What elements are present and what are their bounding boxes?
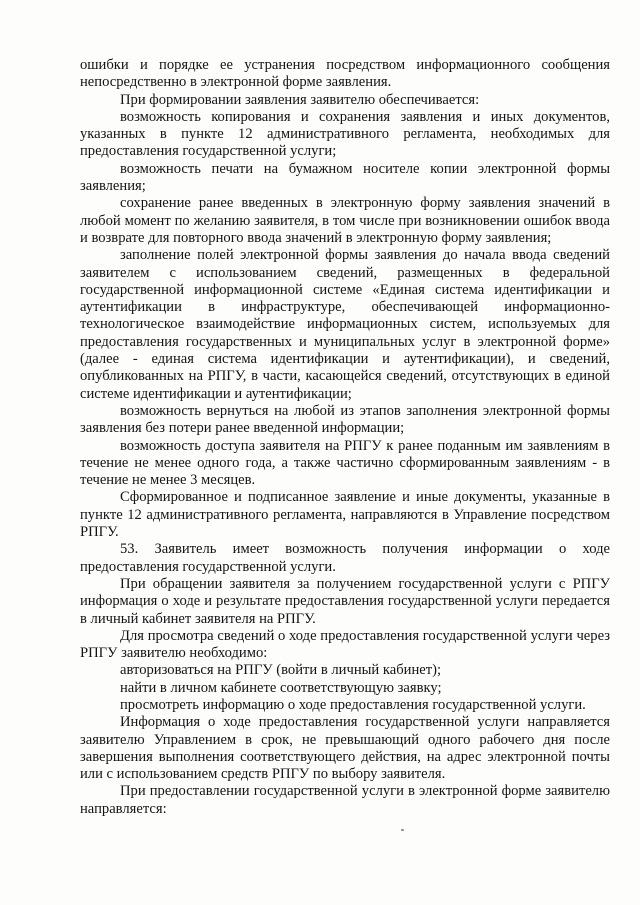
paragraph: Информация о ходе предоставления государственной услуги направляется заявителю Управлением в срок, не превышающий одного рабочего дня после завершения выполнения соответствующего действия, на адрес электронной почты или с использованием средств РПГУ по выбору заявителя. [80,714,610,783]
section-paragraph-53: 53. Заявитель имеет возможность получения информации о ходе предоставления государственной услуги. [80,541,610,575]
paragraph: сохранение ранее введенных в электронную форму заявления значений в любой момент по желанию заявителя, в том числе при возникновении ошибок ввода и возврате для повторного ввода значений в электронную форму заявления; [80,195,610,246]
paragraph: Сформированное и подписанное заявление и иные документы, указанные в пункте 12 административного регламента, направляются в Управление посредством РПГУ. [80,489,610,541]
paragraph: При обращении заявителя за получением государственной услуги с РПГУ информация о ходе и результате предоставления государственной услуги передается в личный кабинет заявителя на РПГУ. [80,575,610,627]
paragraph: возможность печати на бумажном носителе копии электронной формы заявления; [80,160,610,195]
list-item: авторизоваться на РПГУ (войти в личный кабинет); [120,662,442,679]
list-item: найти в личном кабинете соответствующую заявку; [120,679,442,696]
paragraph: ошибки и порядке ее устранения посредством информационного сообщения непосредственно в электронной форме заявления. [80,57,610,91]
paragraph: При предоставлении государственной услуги в электронной форме заявителю направляется: [80,783,610,817]
paragraph: Для просмотра сведений о ходе предоставления государственной услуги через РПГУ заявителю необходимо: [80,627,610,662]
paragraph: возможность копирования и сохранения заявления и иных документов, указанных в пункте 12 административного регламента, необходимых для предоставления государственной услуги; [80,108,610,160]
scan-speck [401,829,404,831]
paragraph: возможность вернуться на любой из этапов заполнения электронной формы заявления без потери ранее введенной информации; [80,402,610,437]
list-item: просмотреть информацию о ходе предоставления государственной услуги. [120,696,586,713]
paragraph: возможность доступа заявителя на РПГУ к ранее поданным им заявлениям в течение не менее одного года, а также частично сформированным заявлениям - в течение не менее 3 месяцев. [80,437,610,489]
paragraph: заполнение полей электронной формы заявления до начала ввода сведений заявителем с использованием сведений, размещенных в федеральной государственной информационной системе «Единая система идентификации и аутентификации в инфраструктуре, обеспечивающей информационно-технологическое взаимодействие информационных систем, используемых для предоставления государственных и муниципальных услуг в электронной форме» (далее - единая система идентификации и аутентификации), и сведений, опубликованных на РПГУ, в части, касающейся сведений, отсутствующих в единой системе идентификации и аутентификации; [80,247,610,402]
paragraph: При формировании заявления заявителю обеспечивается: [120,91,480,108]
